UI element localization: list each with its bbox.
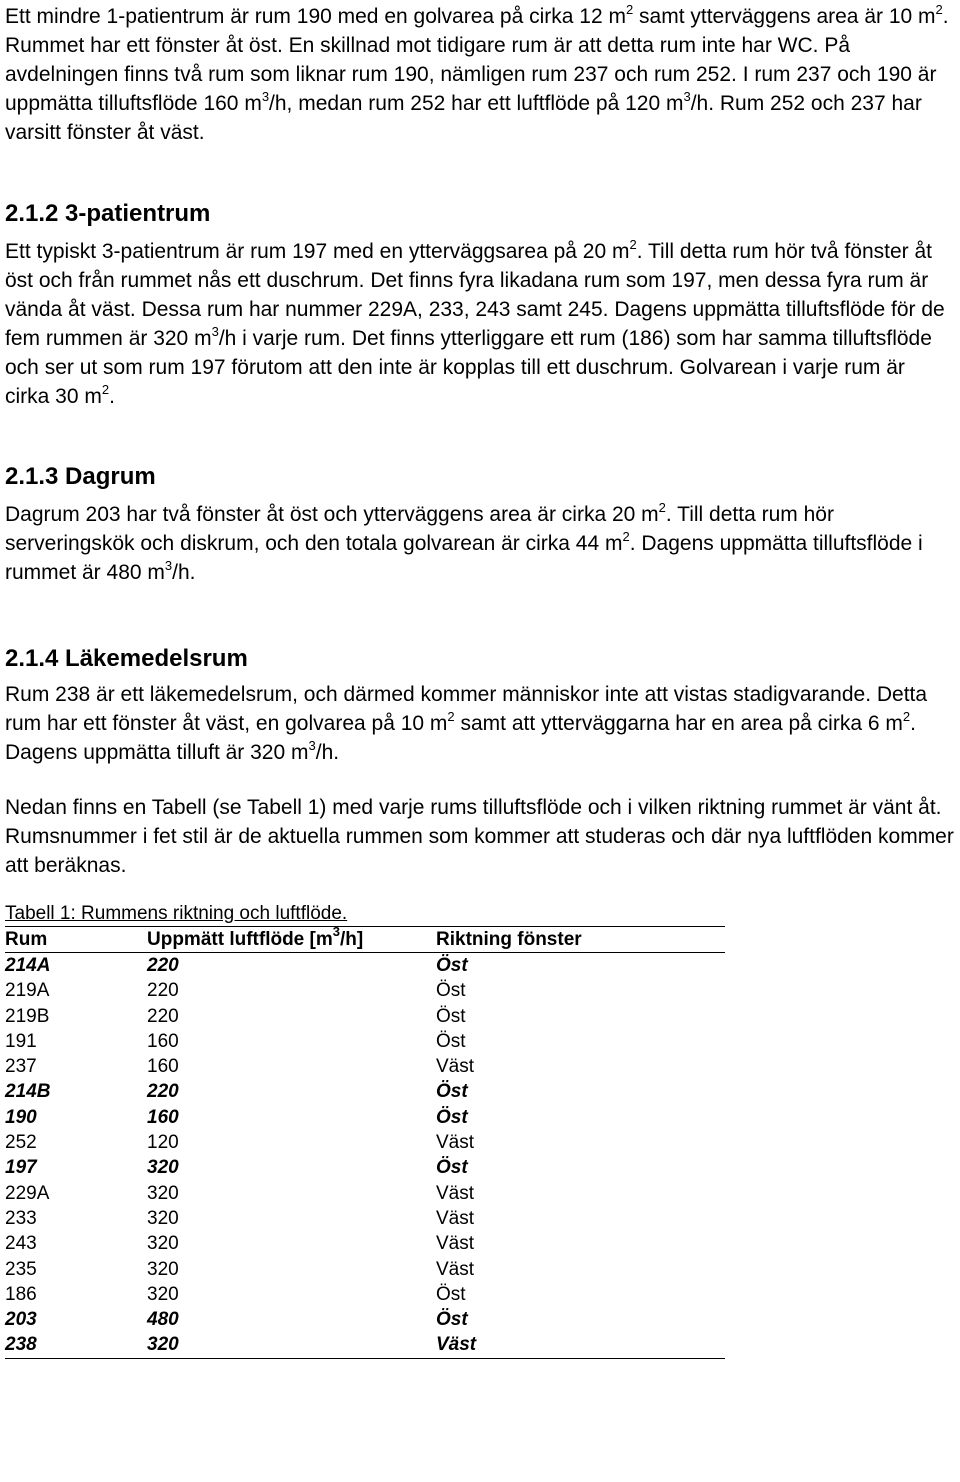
cell-direction: Väst	[436, 1182, 475, 1204]
cell-direction: Öst	[436, 1309, 468, 1331]
cell-flow: 160	[147, 1056, 179, 1078]
page-number	[940, 0, 951, 1]
header-direction: Riktning fönster	[436, 929, 582, 950]
cell-flow: 220	[147, 980, 179, 1002]
cell-direction: Väst	[436, 1258, 475, 1280]
cell-flow: 320	[147, 1207, 179, 1229]
table-row	[5, 1307, 725, 1332]
cell-direction: Väst	[436, 1132, 475, 1154]
cell-flow: 220	[147, 1081, 179, 1103]
table-row	[5, 1004, 725, 1029]
rooms-table	[5, 902, 725, 1359]
table-row	[5, 1029, 725, 1054]
cell-flow: 160	[147, 1106, 179, 1128]
cell-flow: 320	[147, 1233, 179, 1255]
section-heading-lakemedelsrum: 2.1.4 Läkemedelsrum	[5, 645, 248, 672]
section-heading-3-patientrum: 2.1.2 3-patientrum	[5, 200, 211, 227]
cell-flow: 480	[147, 1309, 179, 1331]
cell-room: 197	[5, 1157, 37, 1179]
header-flow: Uppmätt luftflöde $[m^3/h]$	[147, 924, 364, 950]
section-paragraph-3-patientrum: Ett typiskt 3-patientrum är rum 197 med en ytterväggsarea på 20 $m^2$. Till detta rum hör två fönster åt öst och från rummet nås ett duschrum. Det finns fyra likadana rum som 197, men dessa fyra rum är vända åt väst. Dessa rum har nummer 229A, 233, 243 samt 245. Dagens uppmätta tilluftsflöde för de fem rummen är 320 $m^3/h$ i varje rum. Det finns ytterliggare ett rum (186) som har samma tilluftsflöde och ser ut som rum 197 förutom att den inte är kopplas till ett duschrum. Golvarean i varje rum är cirka 30 $m^2$.	[5, 237, 945, 408]
header-room: Rum	[5, 929, 48, 950]
cell-direction: Öst	[436, 1081, 468, 1103]
table-body	[5, 953, 725, 1359]
section-paragraph-lakemedelsrum: Rum 238 är ett läkemedelsrum, och därmed kommer människor inte att vistas stadigvarande. Detta rum har ett fönster åt väst, en golvarea på 10 $m^2$ samt att ytterväggarna har en area på cirka 6 $m^2$. Dagens uppmätta tilluft är 320 $m^3/h$.	[5, 683, 928, 764]
table-row	[5, 1079, 725, 1104]
cell-flow: 220	[147, 955, 179, 976]
cell-room: 237	[5, 1056, 37, 1078]
table-row	[5, 1282, 725, 1307]
cell-flow: 120	[147, 1132, 179, 1154]
cell-room: 235	[5, 1258, 37, 1280]
table-row	[5, 1206, 725, 1231]
table-header-row	[5, 924, 725, 953]
cell-flow: 320	[147, 1334, 179, 1356]
cell-room: 214B	[5, 1081, 51, 1103]
cell-room: 233	[5, 1207, 37, 1229]
cell-direction: Öst	[436, 1005, 466, 1027]
table-row	[5, 1231, 725, 1256]
cell-direction: Väst	[436, 1334, 477, 1356]
table-row	[5, 1155, 725, 1180]
cell-room: 186	[5, 1283, 37, 1305]
table-row	[5, 1181, 725, 1206]
cell-flow: 320	[147, 1157, 179, 1179]
cell-room: 191	[5, 1030, 37, 1052]
table-row	[5, 1105, 725, 1130]
table-row	[5, 1130, 725, 1155]
cell-direction: Öst	[436, 1106, 468, 1128]
cell-direction: Öst	[436, 1030, 466, 1052]
table-intro-paragraph: Nedan finns en Tabell (se Tabell 1) med varje rums tilluftsflöde och i vilken riktning rummet är vänt åt. Rumsnummer i fet stil är de aktuella rummen som kommer att studeras och där nya luftflöden kommer att beräknas.	[5, 796, 954, 877]
cell-direction: Öst	[436, 955, 468, 976]
table-row	[5, 978, 725, 1003]
cell-flow: 160	[147, 1030, 179, 1052]
section-heading-dagrum: 2.1.3 Dagrum	[5, 463, 156, 490]
cell-room: 229A	[5, 1182, 50, 1204]
section-paragraph-dagrum: Dagrum 203 har två fönster åt öst och ytterväggens area är cirka 20 $m^2$. Till detta rum hör serveringskök och diskrum, och den totala golvarean är cirka 44 $m^2$. Dagens uppmätta tilluftsflöde i rummet är 480 $m^3/h$.	[5, 500, 923, 584]
cell-room: 203	[5, 1309, 37, 1331]
cell-room: 219B	[5, 1005, 50, 1027]
cell-room: 238	[5, 1334, 37, 1356]
cell-flow: 320	[147, 1283, 179, 1305]
table-row	[5, 1332, 725, 1358]
cell-direction: Öst	[436, 1157, 468, 1179]
table-row	[5, 1257, 725, 1282]
cell-room: 219A	[5, 980, 50, 1002]
cell-direction: Väst	[436, 1233, 475, 1255]
cell-direction: Öst	[436, 980, 466, 1002]
cell-flow: 320	[147, 1182, 179, 1204]
intro-paragraph: Ett mindre 1-patientrum är rum 190 med en golvarea på cirka 12 $m^2$ samt ytterväggens area är 10 $m^2$. Rummet har ett fönster åt öst. En skillnad mot tidigare rum är att detta rum inte har WC. På avdelningen finns två rum som liknar rum 190, nämligen rum 237 och rum 252. I rum 237 och 190 är uppmätta tilluftsflöde 160 $m^3/h$, medan rum 252 har ett luftflöde på 120 $m^3/h$. Rum 252 och 237 har varsitt fönster åt väst.	[5, 2, 949, 144]
cell-direction: Väst	[436, 1207, 475, 1229]
table-row	[5, 1054, 725, 1079]
cell-room: 214A	[5, 955, 51, 976]
cell-flow: 220	[147, 1005, 179, 1027]
cell-room: 190	[5, 1106, 37, 1128]
cell-direction: Öst	[436, 1283, 466, 1305]
table-caption: Tabell 1: Rummens riktning och luftflöde.	[5, 902, 725, 927]
cell-direction: Väst	[436, 1056, 475, 1078]
table-row	[5, 953, 725, 978]
cell-room: 243	[5, 1233, 37, 1255]
cell-room: 252	[5, 1132, 37, 1154]
cell-flow: 320	[147, 1258, 179, 1280]
